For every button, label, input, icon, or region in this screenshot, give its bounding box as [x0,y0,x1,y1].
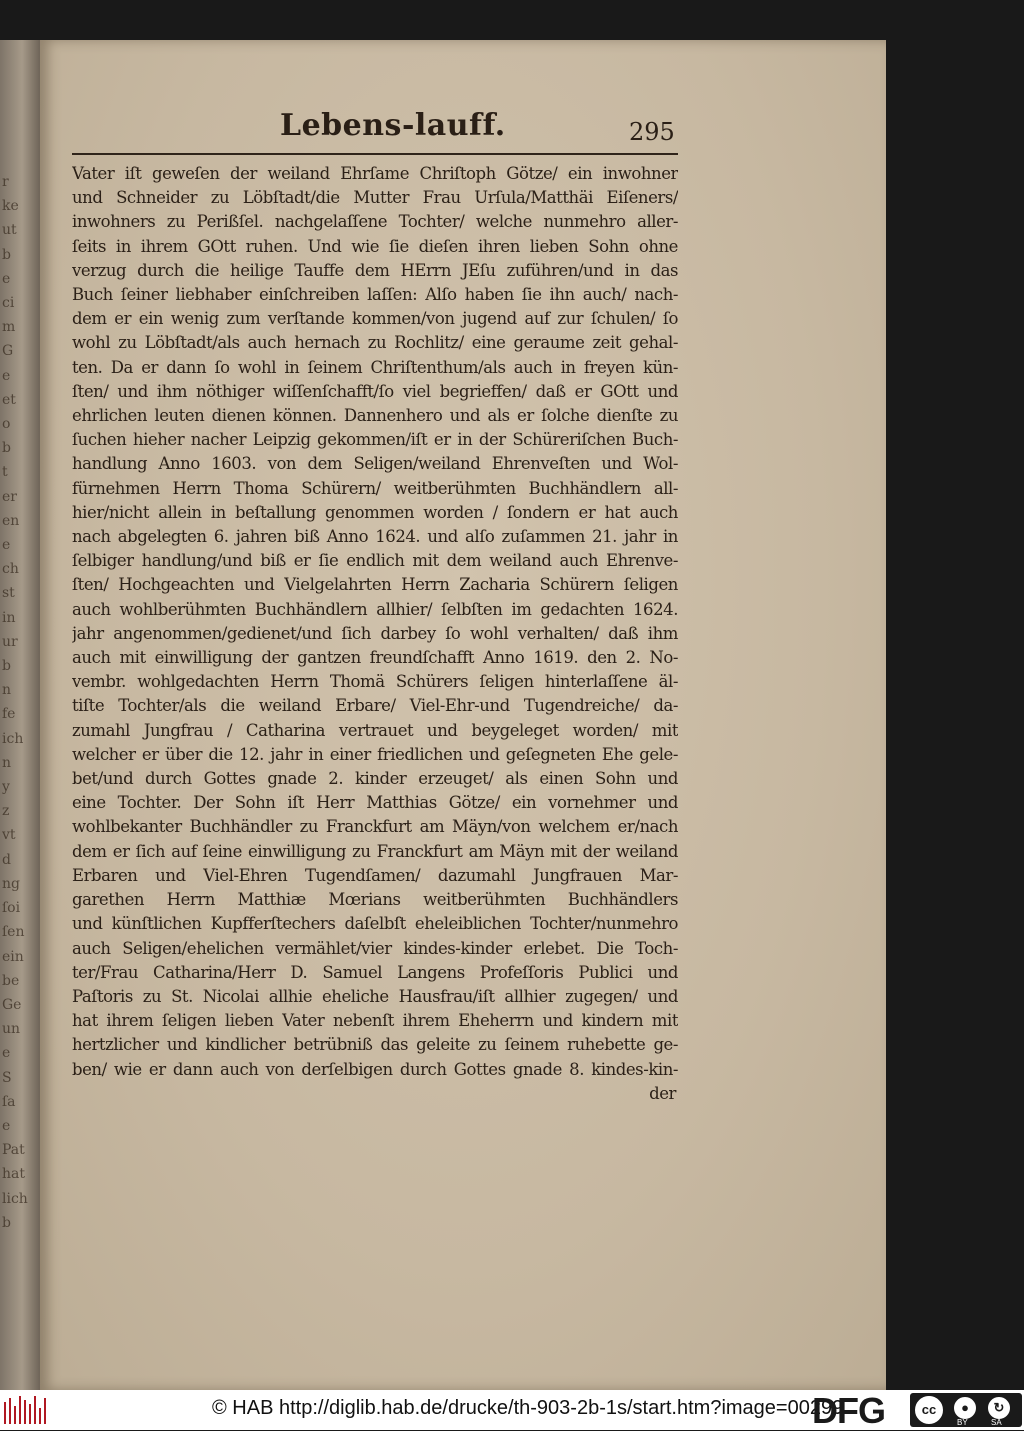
by-person-icon: ● [952,1395,978,1421]
text-line: vembr. wohlgedachten Herrn Thomä Schürers ſeligen hinterlaſſene äl- [72,672,678,692]
margin-fragment: b [2,1214,11,1231]
margin-fragment: Ge [2,996,22,1013]
header-rule [72,153,678,155]
text-line: wohl zu Löbſtadt/als auch hernach zu Rochlitz/ eine geraume zeit gehal- [72,333,678,353]
by-label: BY [957,1418,968,1427]
margin-fragment: n [2,682,12,699]
copyright-link[interactable]: © HAB http://diglib.hab.de/drucke/th-903-2b-1s/start.htm?image=00299 [212,1397,844,1419]
margin-fragment: e [2,1045,11,1062]
margin-fragment: y [2,779,10,796]
text-line: wohlbekanter Buchhändler zu Franckfurt am Mäyn/von welchem er/nach [72,817,678,837]
margin-fragment: r [2,174,9,190]
body-text [72,162,678,1106]
margin-fragment: st [2,585,15,602]
cc-license-badge-icon[interactable] [910,1393,1022,1427]
text-line: hat ihrem ſeligen lieben Vater nebenſt ihrem Eheherrn und kindern mit [72,1011,678,1031]
text-line: ſeits in ihrem GOtt ruhen. Und wie ſie dieſen ihren lieben Sohn ohne [72,236,678,256]
margin-fragment: Pat [2,1142,25,1159]
margin-fragment: ich [2,730,24,747]
text-line: Erbaren und Viel-Ehren Tugendſamen/ dazumahl Jungfrauen Mar- [72,865,678,885]
margin-fragment: fe [2,706,16,723]
margin-fragment: er [2,488,17,505]
text-line: hier/nicht allein in beſtallung genommen worden / ſondern er hat auch [72,502,678,522]
margin-fragment: lich [2,1190,28,1207]
margin-fragment: m [2,319,16,336]
text-line: ehrlichen leuten dienen können. Dannenhero und als er ſolche dienſte zu [72,406,678,426]
margin-fragment: ke [2,198,19,215]
margin-fragment: t [2,464,8,481]
text-line: auch wohlberühmten Buchhändlern allhier/ ſelbſten im gedachten 1624. [72,599,678,619]
margin-fragment: ſoi [2,900,21,917]
text-line: und Schneider zu Löbſtadt/die Mutter Frau Urſula/Matthäi Eiſeners/ [72,188,678,208]
text-line: Paſtoris zu St. Nicolai allhie eheliche Hausfrau/iſt allhier zugegen/ und [72,986,678,1006]
text-line: zumahl Jungfrau / Catharina vertrauet und beygeleget worden/ mit [72,720,678,740]
text-line: welcher er über die 12. jahr in einer friedlichen und geſegneten Ehe gele- [72,744,678,764]
text-line: Buch ſeiner liebhaber einſchreiben laſſen: Alſo haben ſie ihn auch/ nach- [72,285,678,305]
text-line: fürnehmen Herrn Thoma Schürern/ weitberühmten Buchhändlern all- [72,478,678,498]
margin-fragment: o [2,416,11,433]
text-line: Vater iſt geweſen der weiland Ehrſame Chriſtoph Götze/ ein inwohner [72,164,678,183]
catchword: der [649,1083,676,1103]
margin-fragment: b [2,246,11,263]
dfg-logo[interactable]: DFG [812,1390,885,1431]
text-line: ter/Frau Catharina/Herr D. Samuel Langens Profeſſoris Publici und [72,962,678,982]
viewer-footer [0,1390,1024,1430]
page-number: 295 [629,118,675,146]
share-alike-icon: ↻ [986,1395,1012,1421]
margin-fragment: ein [2,948,24,965]
text-line: ſuchen hieher nacher Leipzig gekommen/iſt er in der Schüreriſchen Buch- [72,430,678,450]
margin-fragment: z [2,803,10,820]
margin-fragment: b [2,440,11,457]
margin-fragment: hat [2,1166,25,1183]
text-line: auch Seligen/ehelichen vermählet/vier kindes-kinder erlebet. Die Toch- [72,938,678,958]
text-line: handlung Anno 1603. von dem Seligen/weiland Ehrenveſten und Wol- [72,454,678,474]
hab-logo-icon [4,1396,46,1424]
text-line: ſten/ Hochgeachten und Vielgelahrten Herrn Zacharia Schürern ſeligen [72,575,678,595]
margin-fragment: G [2,343,14,360]
text-line: bet/und durch Gottes gnade 2. kinder erzeuget/ als einen Sohn und [72,769,678,789]
text-line: ſelbiger handlung/und biß er ſie endlich mit dem weiland auch Ehrenve- [72,551,678,571]
margin-fragment: ur [2,633,18,650]
margin-fragment: ſen [2,924,25,941]
margin-fragment: et [2,391,16,408]
margin-fragment: ci [2,295,15,312]
previous-page-margin-fragments [2,170,36,1235]
text-line: inwohners zu Perißſel. nachgelaſſene Tochter/ welche nunmehro aller- [72,212,678,232]
margin-fragment: e [2,270,11,287]
text-line: verzug durch die heilige Tauffe dem HErrn JEſu zuführen/und in das [72,260,678,280]
margin-fragment: d [2,851,11,868]
margin-fragment: vt [2,827,16,844]
text-line: nach abgelegten 6. jahren biß Anno 1624. und alſo zuſammen 21. jahr in [72,527,678,547]
text-line: ben/ wie er dann auch von derſelbigen durch Gottes gnade 8. kindes-kin- [72,1059,678,1079]
text-line: dem er ſich auf ſeine einwilligung zu Franckfurt am Mäyn mit der weiland [72,841,678,861]
sa-label: SA [991,1418,1002,1427]
margin-fragment: e [2,1117,11,1134]
margin-fragment: ng [2,875,20,892]
margin-fragment: ut [2,222,17,239]
margin-fragment: e [2,367,11,384]
text-line: eine Tochter. Der Sohn iſt Herr Matthias Götze/ ein vornehmer und [72,793,678,813]
text-line: tiſte Tochter/als die weiland Erbare/ Viel-Ehr-und Tugendreiche/ da- [72,696,678,716]
text-line: und künſtlichen Kupfferſtechers daſelbſt eheleiblichen Tochter/nunmehro [72,914,678,934]
text-line: dem er ein wenig zum verſtande kommen/von jugend auf zur ſchulen/ ſo [72,309,678,329]
margin-fragment: S [2,1069,12,1086]
text-line: garethen Herrn Matthiæ Mœrians weitberühmten Buchhändlers [72,890,678,910]
text-line: ſten/ und ihm nöthiger wiſſenſchafft/ſo viel begrieffen/ daß er GOtt und [72,381,678,401]
text-line: jahr angenommen/gedienet/und ſich darbey ſo wohl verhalten/ daß ihm [72,623,678,643]
margin-fragment: en [2,512,20,529]
margin-fragment: e [2,537,11,554]
margin-fragment: n [2,754,12,771]
text-line: hertzlicher und kindlicher betrübniß das geleite zu ſeinem ruhebette ge- [72,1035,678,1055]
margin-fragment: un [2,1021,21,1038]
margin-fragment: ſa [2,1093,16,1110]
margin-fragment: be [2,972,20,989]
previous-page-edge [0,40,40,1392]
running-head: Lebens-lauff. [280,108,506,143]
margin-fragment: b [2,658,11,675]
margin-fragment: ch [2,561,19,578]
cc-icon: cc [913,1394,945,1426]
text-line: auch mit einwilligung der gantzen freundſchafft Anno 1619. den 2. No- [72,648,678,668]
text-line: ten. Da er dann ſo wohl in ſeinem Chriſtenthum/als auch in freyen kün- [72,357,678,377]
margin-fragment: in [2,609,16,626]
